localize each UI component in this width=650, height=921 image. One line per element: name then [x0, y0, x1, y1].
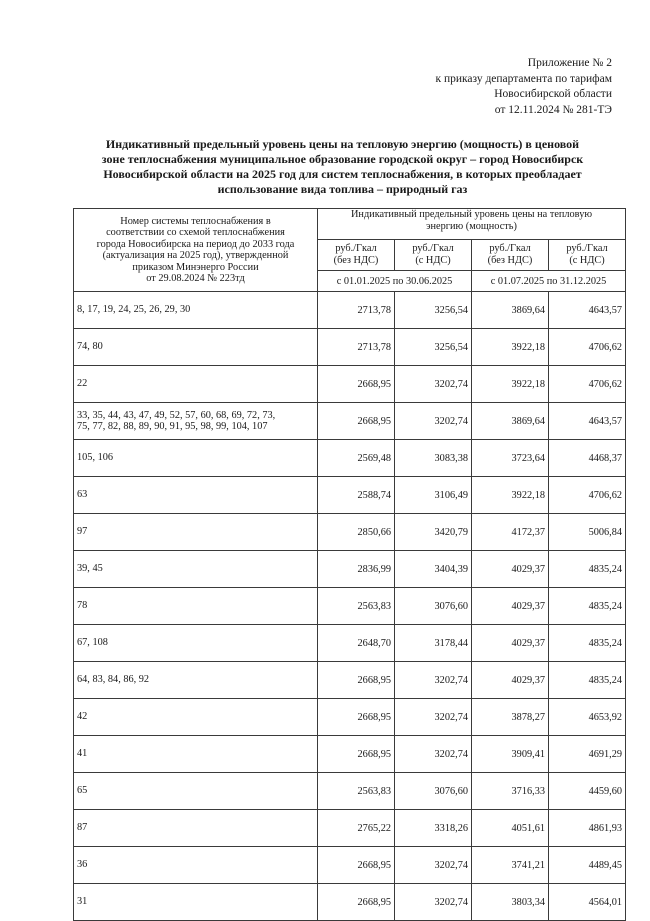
price-cell: 2563,83: [318, 588, 395, 625]
price-cell: 4643,57: [549, 292, 626, 329]
system-numbers-cell: 33, 35, 44, 43, 47, 49, 52, 57, 60, 68, 69, 72, 73, 75, 77, 82, 88, 89, 90, 91, 95, 98, 99, 104, 107: [74, 403, 318, 440]
table-row: [74, 662, 626, 699]
system-numbers-cell: 41: [74, 736, 318, 773]
price-cell: 4835,24: [549, 588, 626, 625]
price-cell: 3723,64: [472, 440, 549, 477]
header-period-h1: с 01.01.2025 по 30.06.2025: [318, 271, 472, 292]
system-numbers-cell: 65: [74, 773, 318, 810]
price-cell: 2563,83: [318, 773, 395, 810]
system-numbers-cell: 31: [74, 884, 318, 921]
price-cell: 3909,41: [472, 736, 549, 773]
system-numbers-cell: 74, 80: [74, 329, 318, 366]
price-cell: 3256,54: [395, 292, 472, 329]
table-row: [74, 847, 626, 884]
price-cell: 4029,37: [472, 662, 549, 699]
price-cell: 3178,44: [395, 625, 472, 662]
price-cell: 4459,60: [549, 773, 626, 810]
appendix-header: [435, 56, 612, 118]
price-cell: 3878,27: [472, 699, 549, 736]
price-cell: 3869,64: [472, 403, 549, 440]
system-numbers-cell: 78: [74, 588, 318, 625]
system-numbers-cell: 97: [74, 514, 318, 551]
table-row: [74, 477, 626, 514]
header-unit-cell: руб./Гкал (без НДС): [472, 240, 549, 271]
price-cell: 4706,62: [549, 329, 626, 366]
price-cell: 3869,64: [472, 292, 549, 329]
price-cell: 2668,95: [318, 736, 395, 773]
price-cell: 3202,74: [395, 699, 472, 736]
appendix-date: от 12.11.2024 № 281-ТЭ: [494, 103, 612, 116]
price-cell: 4835,24: [549, 625, 626, 662]
price-cell: 2668,95: [318, 699, 395, 736]
table-row: [74, 403, 626, 440]
system-numbers-cell: 64, 83, 84, 86, 92: [74, 662, 318, 699]
price-cell: 5006,84: [549, 514, 626, 551]
price-cell: 4861,93: [549, 810, 626, 847]
price-cell: 3076,60: [395, 588, 472, 625]
price-cell: 3106,49: [395, 477, 472, 514]
price-cell: 3202,74: [395, 366, 472, 403]
appendix-region: Новосибирской области: [494, 88, 612, 100]
header-unit-cell: руб./Гкал (с НДС): [395, 240, 472, 271]
system-numbers-cell: 105, 106: [74, 440, 318, 477]
price-cell: 4643,57: [549, 403, 626, 440]
table-row: [74, 884, 626, 921]
header-system-number: Номер системы теплоснабжения в соответствии со схемой теплоснабжения города Новосибирска на период до 2033 года (актуализация на 2025 год), утвержденной приказом Минэнерго России от 29.08.2024 № 223тд: [74, 209, 318, 292]
tariff-table: [73, 208, 626, 921]
price-cell: 3202,74: [395, 884, 472, 921]
table-row: [74, 329, 626, 366]
table-row: [74, 736, 626, 773]
title-line: Новосибирской области на 2025 год для систем теплоснабжения, в которых преобладает: [103, 167, 582, 181]
system-numbers-cell: 67, 108: [74, 625, 318, 662]
title-line: Индикативный предельный уровень цены на тепловую энергию (мощность) в ценовой: [105, 137, 580, 151]
price-cell: 2668,95: [318, 403, 395, 440]
header-price-level: Индикативный предельный уровень цены на тепловую энергию (мощность): [318, 209, 626, 240]
system-numbers-cell: 39, 45: [74, 551, 318, 588]
price-cell: 3318,26: [395, 810, 472, 847]
table-row: [74, 625, 626, 662]
price-cell: 3420,79: [395, 514, 472, 551]
title-line: использование вида топлива – природный газ: [217, 182, 468, 196]
document-title: [70, 137, 615, 197]
system-numbers-cell: 36: [74, 847, 318, 884]
price-cell: 4029,37: [472, 625, 549, 662]
price-cell: 3256,54: [395, 329, 472, 366]
system-numbers-cell: 87: [74, 810, 318, 847]
price-cell: 3716,33: [472, 773, 549, 810]
table-row: [74, 366, 626, 403]
header-unit-cell: руб./Гкал (с НДС): [549, 240, 626, 271]
system-numbers-cell: 42: [74, 699, 318, 736]
price-cell: 2850,66: [318, 514, 395, 551]
appendix-number: Приложение № 2: [527, 57, 612, 69]
price-cell: 2668,95: [318, 662, 395, 699]
price-cell: 4691,29: [549, 736, 626, 773]
price-cell: 4564,01: [549, 884, 626, 921]
table-row: [74, 699, 626, 736]
price-cell: 4468,37: [549, 440, 626, 477]
price-cell: 2765,22: [318, 810, 395, 847]
price-cell: 3741,21: [472, 847, 549, 884]
price-cell: 2668,95: [318, 884, 395, 921]
table-row: [74, 292, 626, 329]
price-cell: 2836,99: [318, 551, 395, 588]
price-cell: 3922,18: [472, 477, 549, 514]
price-cell: 2668,95: [318, 366, 395, 403]
header-period-h2: с 01.07.2025 по 31.12.2025: [472, 271, 626, 292]
price-cell: 4835,24: [549, 551, 626, 588]
header-unit-cell: руб./Гкал (без НДС): [318, 240, 395, 271]
price-cell: 3922,18: [472, 366, 549, 403]
table-row: [74, 588, 626, 625]
price-cell: 3202,74: [395, 662, 472, 699]
table-row: [74, 514, 626, 551]
price-cell: 4029,37: [472, 551, 549, 588]
price-cell: 4489,45: [549, 847, 626, 884]
price-cell: 2713,78: [318, 329, 395, 366]
price-cell: 3083,38: [395, 440, 472, 477]
system-numbers-cell: 22: [74, 366, 318, 403]
price-cell: 4029,37: [472, 588, 549, 625]
price-cell: 3202,74: [395, 847, 472, 884]
price-cell: 4653,92: [549, 699, 626, 736]
price-cell: 4706,62: [549, 477, 626, 514]
title-line: зоне теплоснабжения муниципальное образование городской округ – город Новосибирск: [101, 152, 584, 166]
system-numbers-cell: 63: [74, 477, 318, 514]
table-row: [74, 551, 626, 588]
price-cell: 4835,24: [549, 662, 626, 699]
table-row: [74, 773, 626, 810]
price-cell: 3202,74: [395, 736, 472, 773]
table-row: [74, 810, 626, 847]
system-numbers-cell: 8, 17, 19, 24, 25, 26, 29, 30: [74, 292, 318, 329]
price-cell: 3922,18: [472, 329, 549, 366]
price-cell: 2713,78: [318, 292, 395, 329]
price-cell: 2588,74: [318, 477, 395, 514]
price-cell: 4051,61: [472, 810, 549, 847]
price-cell: 3202,74: [395, 403, 472, 440]
price-cell: 4172,37: [472, 514, 549, 551]
price-cell: 3803,34: [472, 884, 549, 921]
price-cell: 2648,70: [318, 625, 395, 662]
table-row: [74, 440, 626, 477]
price-cell: 2668,95: [318, 847, 395, 884]
price-cell: 2569,48: [318, 440, 395, 477]
appendix-order: к приказу департамента по тарифам: [435, 72, 612, 85]
price-cell: 4706,62: [549, 366, 626, 403]
price-cell: 3076,60: [395, 773, 472, 810]
price-cell: 3404,39: [395, 551, 472, 588]
